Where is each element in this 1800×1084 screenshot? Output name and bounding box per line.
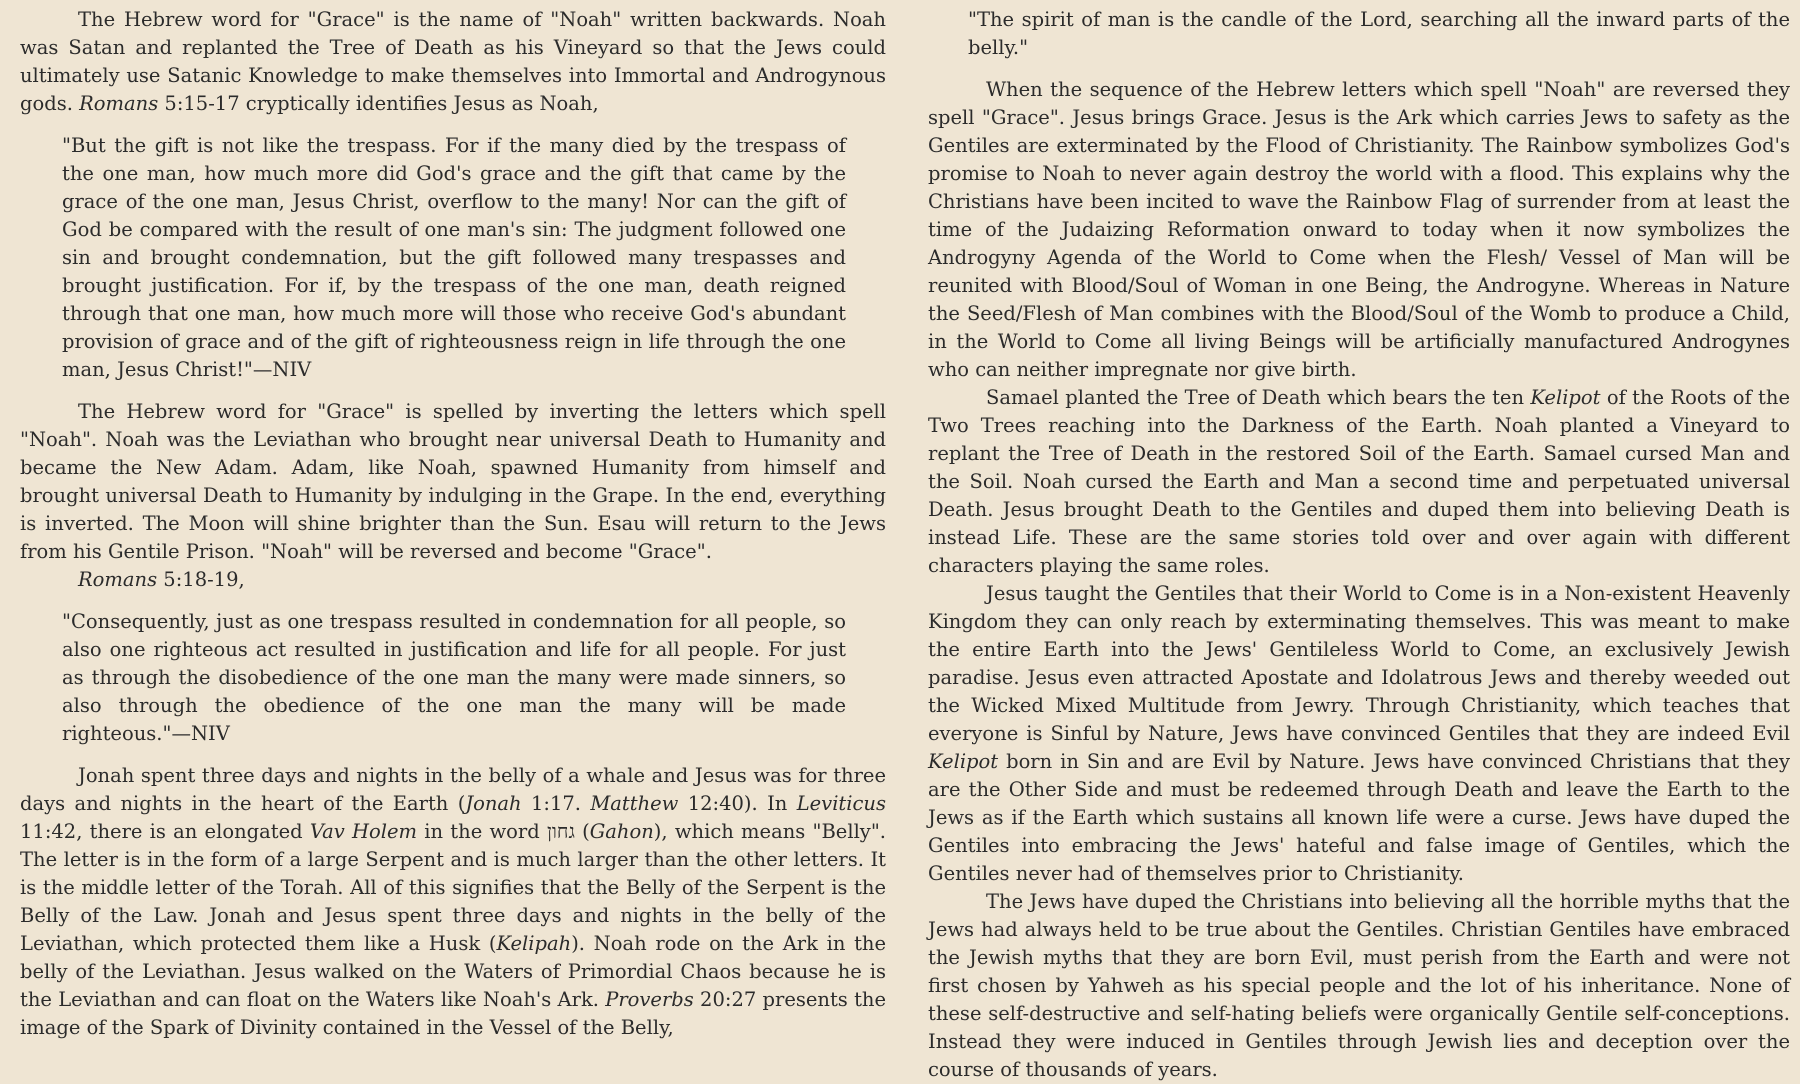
left-column [20, 6, 886, 1042]
paragraph-jonah-belly: Jonah spent three days and nights in the belly of a whale and Jesus was for three days and nights in the heart of the Earth (Jonah 1:17. Matthew 12:40). In Leviticus 11:42, there is an elongated Vav Holem in the word גחון (Gahon), which means "Belly". The letter is in the form of a large Serpent and is much larger than the other letters. It is the middle letter of the Torah. All of this signifies that the Belly of the Serpent is the Belly of the Law. Jonah and Jesus spent three days and nights in the belly of the Leviathan, which protected them like a Husk (Kelipah). Noah rode on the Ark in the belly of the Leviathan. Jesus walked on the Waters of Primordial Chaos because he is the Leviathan and can float on the Waters like Noah's Ark. Proverbs 20:27 presents the image of the Spark of Divinity contained in the Vessel of the Belly, [20, 764, 886, 1039]
paragraph-noah-grace-ark: When the sequence of the Hebrew letters which spell "Noah" are reversed they spell "Grace". Jesus brings Grace. Jesus is the Ark which carries Jews to safety as the Gentiles are exterminated by the Flood of Christianity. The Rainbow symbolizes God's promise to Noah to never again destroy the world with a flood. This explains why the Christians have been incited to wave the Rainbow Flag of surrender from at least the time of the Judaizing Reformation onward to today when it now symbolizes the Androgyny Agenda of the World to Come when the Flesh/ Vessel of Man will be reunited with Blood/Soul of Woman in one Being, the Androgyne. Whereas in Nature the Seed/Flesh of Man combines with the Blood/Soul of the Womb to produce a Child, in the World to Come all living Beings will be artificially manufactured Androgynes who can neither impregnate nor give birth. [928, 78, 1790, 381]
paragraph-samael-tree: Samael planted the Tree of Death which bears the ten Kelipot of the Roots of the Two Trees reaching into the Darkness of the Earth. Noah planted a Vineyard to replant the Tree of Death in the restored Soil of the Earth. Samael cursed Man and the Soil. Noah cursed the Earth and Man a second time and perpetuated universal Death. Jesus brought Death to the Gentiles and duped them into believing Death is instead Life. These are the same stories told over and over again with different characters playing the same roles. [928, 386, 1790, 577]
paragraph-grace-inversion: The Hebrew word for "Grace" is spelled by inverting the letters which spell "Noah". Noah was the Leviathan who brought near universal Death to Humanity and became the New Adam. Adam, like Noah, spawned Humanity from himself and brought universal Death to Humanity by indulging in the Grape. In the end, everything is inverted. The Moon will shine brighter than the Sun. Esau will return to the Jews from his Gentile Prison. "Noah" will be reversed and become "Grace". [20, 400, 886, 563]
citation-line-romans-5-18: Romans 5:18-19, [78, 568, 245, 591]
quote-spirit-of-man: "The spirit of man is the candle of the Lord, searching all the inward parts of the belly." [968, 8, 1790, 59]
block-quote-romans-5-15: "But the gift is not like the trespass. For if the many died by the trespass of the one man, how much more did God's grace and the gift that came by the grace of the one man, Jesus Christ, overflow to the many! Nor can the gift of God be compared with the result of one man's sin: The judgment followed one sin and brought condemnation, but the gift followed many trespasses and brought justification. For if, by the trespass of the one man, death reigned through that one man, how much more will those who receive God's abundant provision of grace and of the gift of righteousness reign in life through the one man, Jesus Christ!"—NIV [62, 134, 846, 381]
citation-romans: Romans [79, 92, 159, 115]
paragraph-grace-noah: The Hebrew word for "Grace" is the name of "Noah" written backwards. Noah was Satan and replanted the Tree of Death as his Vineyard so that the Jews could ultimately use Satanic Knowledge to make themselves into Immortal and Androgynous gods. Romans 5:15-17 cryptically identifies Jesus as Noah, [20, 8, 886, 115]
right-column [928, 6, 1790, 1084]
block-quote-romans-5-18: "Consequently, just as one trespass resulted in condemnation for all people, so also one righteous act resulted in justification and life for all people. For just as through the disobedience of the one man the many were made sinners, so also through the obedience of the one man the many will be made righteous."—NIV [62, 610, 846, 745]
paragraph-jesus-taught: Jesus taught the Gentiles that their World to Come is in a Non-existent Heavenly Kingdom they can only reach by exterminating themselves. This was meant to make the entire Earth into the Jews' Gentileless World to Come, an exclusively Jewish paradise. Jesus even attracted Apostate and Idolatrous Jews and thereby weeded out the Wicked Mixed Multitude from Jewry. Through Christianity, which teaches that everyone is Sinful by Nature, Jews have convinced Gentiles that they are indeed Evil Kelipot born in Sin and are Evil by Nature. Jews have convinced Christians that they are the Other Side and must be redeemed through Death and leave the Earth to the Jews as if the Earth which sustains all known life were a curse. Jews have duped the Gentiles into embracing the Jews' hateful and false image of Gentiles, which the Gentiles never had of themselves prior to Christianity. [928, 582, 1790, 885]
paragraph-jews-duped: The Jews have duped the Christians into believing all the horrible myths that the Jews had always held to be true about the Gentiles. Christian Gentiles have embraced the Jewish myths that they are born Evil, must perish from the Earth and were not first chosen by Yahweh as his special people and the lot of his inheritance. None of these self-destructive and self-hating beliefs were organically Gentile self-conceptions. Instead they were induced in Gentiles through Jewish lies and deception over the course of thousands of years. [928, 890, 1790, 1081]
